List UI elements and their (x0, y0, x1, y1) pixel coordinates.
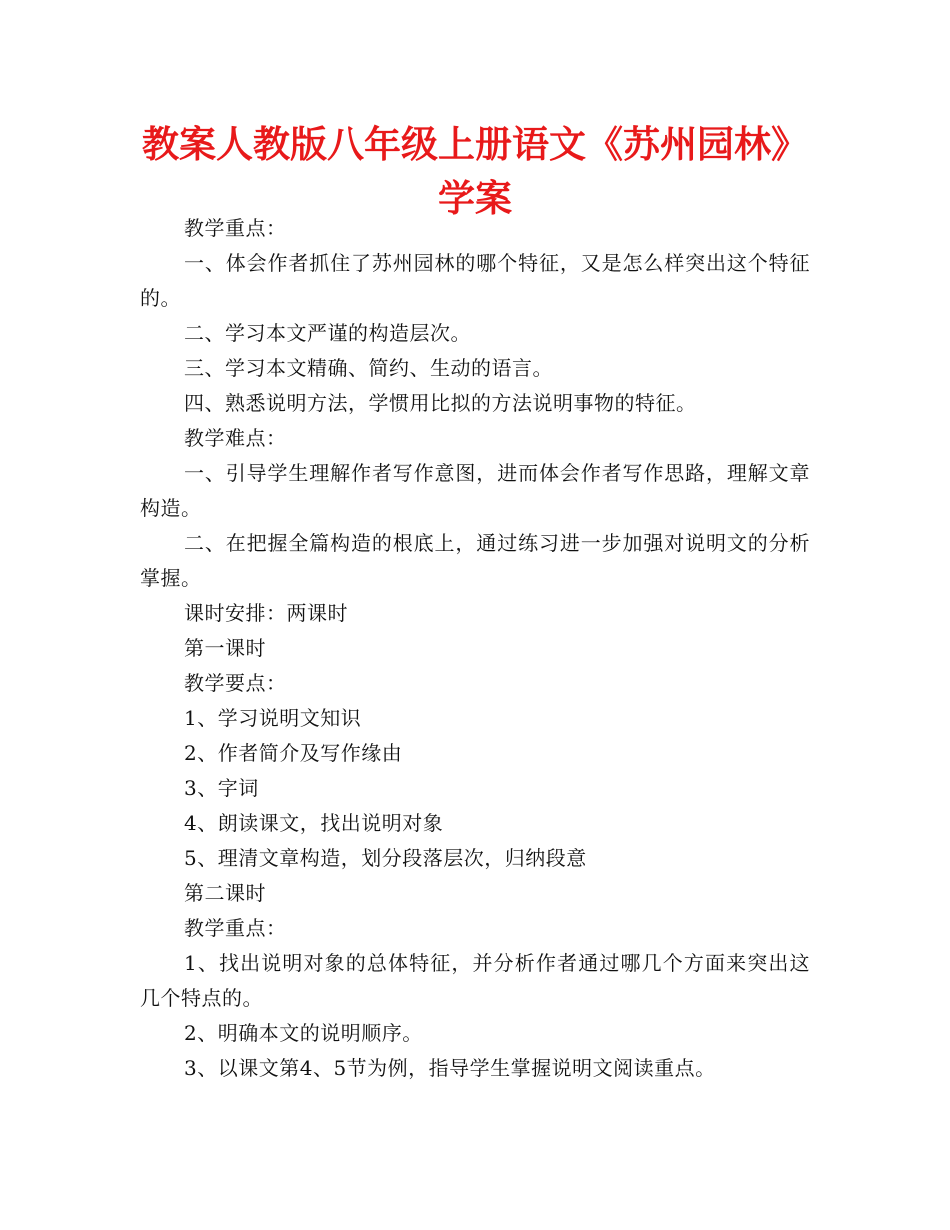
paragraph: 一、引导学生理解作者写作意图，进而体会作者写作思路，理解文章构造。 (140, 461, 810, 520)
paragraph: 5、理清文章构造，划分段落层次，归纳段意 (184, 846, 587, 870)
paragraph: 二、在把握全篇构造的根底上，通过练习进一步加强对说明文的分析掌握。 (140, 531, 810, 590)
paragraph: 四、熟悉说明方法，学惯用比拟的方法说明事物的特征。 (184, 391, 697, 415)
paragraph: 3、以课文第4、5节为例，指导学生掌握说明文阅读重点。 (184, 1056, 716, 1080)
paragraph: 二、学习本文严谨的构造层次。 (184, 321, 471, 345)
paragraph: 教学重点： (184, 916, 287, 940)
document-body (140, 211, 810, 1086)
paragraph: 2、作者简介及写作缘由 (184, 741, 403, 765)
paragraph: 第一课时 (184, 636, 266, 660)
paragraph: 第二课时 (184, 881, 266, 905)
paragraph: 3、字词 (184, 776, 259, 800)
paragraph: 1、找出说明对象的总体特征，并分析作者通过哪几个方面来突出这几个特点的。 (140, 951, 810, 1010)
paragraph: 2、明确本文的说明顺序。 (184, 1021, 423, 1045)
paragraph: 1、学习说明文知识 (184, 706, 362, 730)
paragraph: 教学难点： (184, 426, 287, 450)
document-title: 教案人教版八年级上册语文《苏州园林》学案 (142, 123, 808, 220)
paragraph: 4、朗读课文，找出说明对象 (184, 811, 444, 835)
paragraph: 教学重点： (184, 216, 287, 240)
paragraph: 课时安排：两课时 (184, 601, 348, 625)
paragraph: 三、学习本文精确、简约、生动的语言。 (184, 356, 553, 380)
paragraph: 教学要点： (184, 671, 287, 695)
paragraph: 一、体会作者抓住了苏州园林的哪个特征，又是怎么样突出这个特征的。 (140, 251, 810, 310)
